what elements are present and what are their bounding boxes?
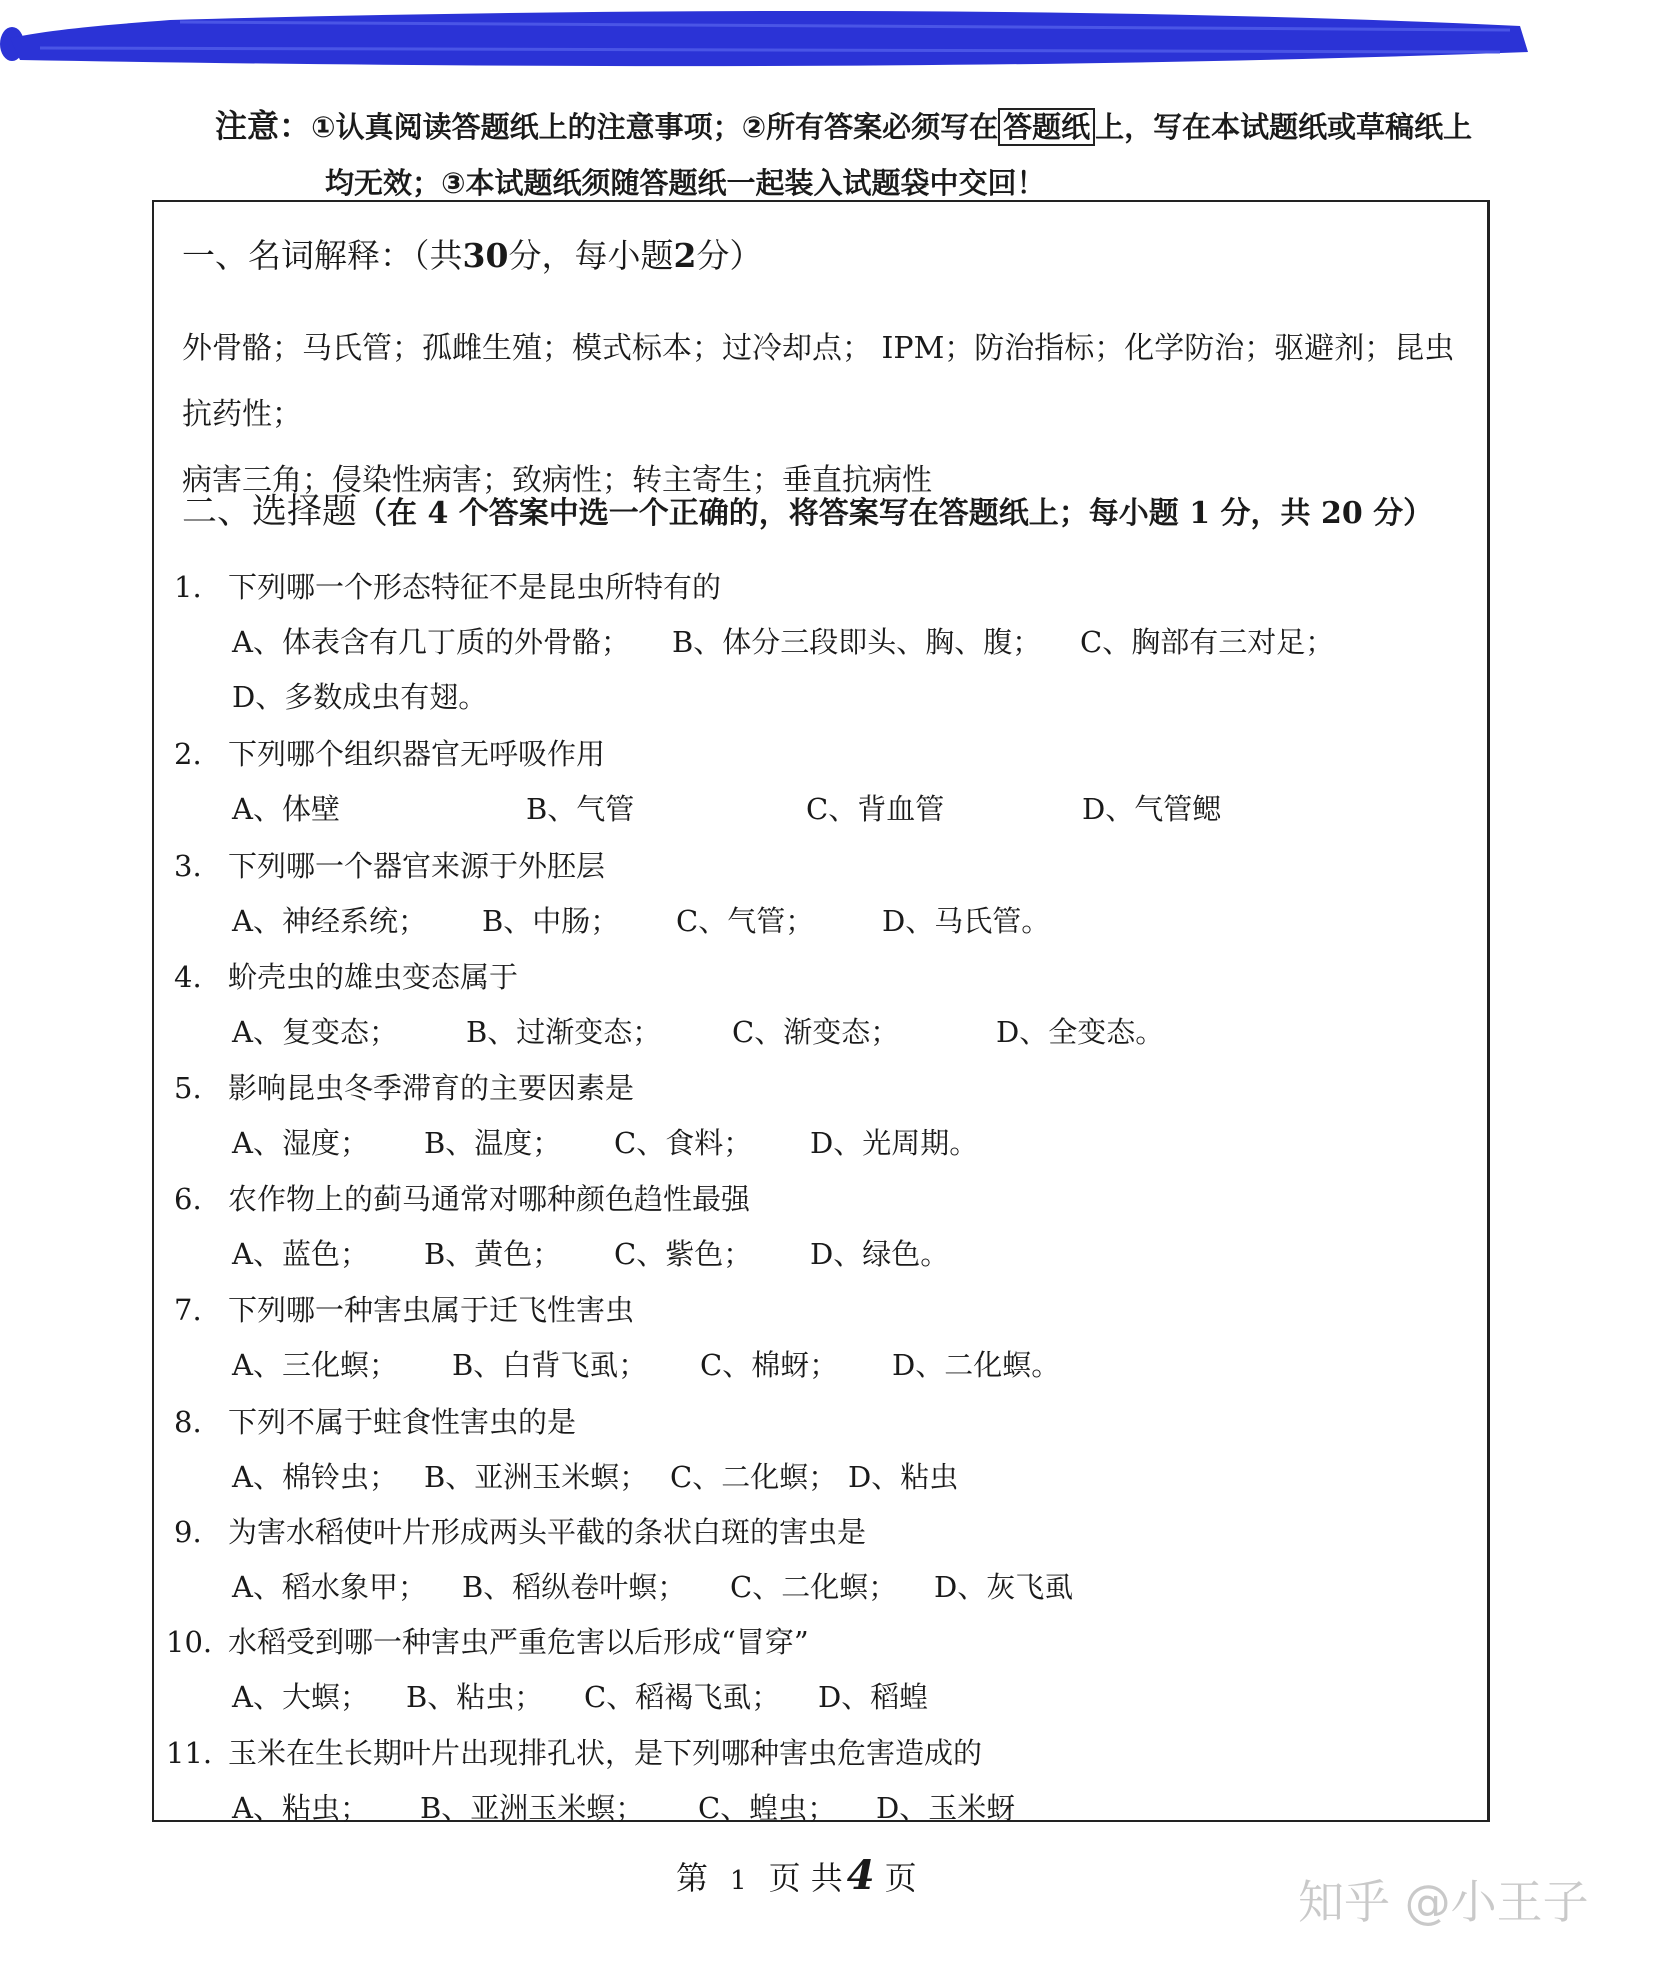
- answer-option: A、湿度；: [232, 1126, 369, 1160]
- question-number: 8.: [174, 1405, 202, 1439]
- question-number: 9.: [174, 1515, 202, 1549]
- question-stem: [174, 1177, 750, 1218]
- answer-option: A、神经系统；: [232, 904, 427, 938]
- term-line-2: 病害三角；侵染性病害；致病性；转主寄生；垂直抗病性: [182, 463, 932, 498]
- answer-option: B、气管: [526, 792, 635, 826]
- question-text: 下列哪一个器官来源于外胚层: [228, 849, 606, 883]
- question-stem: [174, 732, 605, 773]
- answer-option: B、亚洲玉米螟；: [424, 1460, 649, 1494]
- answer-option: C、食料；: [614, 1126, 753, 1160]
- question-text: 为害水稻使叶片形成两头平截的条状白斑的害虫是: [228, 1515, 867, 1549]
- question-text: 影响昆虫冬季滞育的主要因素是: [228, 1071, 635, 1105]
- question-stem: [174, 955, 518, 996]
- question-text: 下列不属于蛀食性害虫的是: [228, 1405, 577, 1439]
- answer-option: B、过渐变态；: [466, 1015, 662, 1049]
- question-number: 1.: [174, 570, 202, 604]
- notice-text-1: ①认真阅读答题纸上的注意事项；②所有答案必须写在: [311, 110, 999, 144]
- question-number: 11.: [166, 1736, 213, 1770]
- question-text: 下列哪个组织器官无呼吸作用: [228, 737, 606, 771]
- section1-score-each: 2: [673, 236, 697, 275]
- question-stem: [174, 1066, 634, 1107]
- section2-title-text: 二、选择题: [182, 492, 358, 532]
- question-stem: [174, 1288, 634, 1329]
- answer-option: C、蝗虫；: [698, 1791, 837, 1825]
- answer-option: A、蓝色；: [232, 1237, 369, 1271]
- answer-option: C、二化螟；: [730, 1570, 898, 1604]
- answer-option: A、稻水象甲；: [232, 1570, 427, 1604]
- section2-title: [182, 484, 1502, 534]
- exam-notice: [215, 98, 1505, 211]
- question-text: 水稻受到哪一种害虫严重危害以后形成“冒穿”: [228, 1625, 809, 1659]
- answer-option: C、气管；: [676, 904, 815, 938]
- question-stem: [174, 565, 721, 606]
- section1-title-mid: 分，每小题: [508, 236, 674, 275]
- notice-boxed-word: 答题纸: [998, 108, 1095, 146]
- question-stem: [166, 1620, 809, 1661]
- answer-option: A、粘虫；: [232, 1791, 369, 1825]
- answer-option: C、背血管: [806, 792, 945, 826]
- question-number: 4.: [174, 960, 202, 994]
- footer-page-total: 4: [846, 1852, 875, 1899]
- answer-option: D、灰飞虱: [934, 1570, 1074, 1604]
- question-text: 农作物上的蓟马通常对哪种颜色趋性最强: [228, 1182, 751, 1216]
- question-text: 玉米在生长期叶片出现排孔状，是下列哪种害虫危害造成的: [228, 1736, 983, 1770]
- section1-score-total: 30: [462, 236, 509, 275]
- answer-option: C、紫色；: [614, 1237, 753, 1271]
- answer-option: D、玉米蚜: [876, 1791, 1016, 1825]
- answer-option: B、温度；: [424, 1126, 562, 1160]
- answer-option: D、全变态。: [996, 1015, 1165, 1049]
- footer-middle: 页 共: [768, 1859, 843, 1897]
- answer-option: D、绿色。: [810, 1237, 950, 1271]
- answer-option: B、白背飞虱；: [452, 1348, 648, 1382]
- answer-option: B、体分三段即头、胸、腹；: [672, 625, 1042, 659]
- page-footer: [676, 1852, 917, 1899]
- section1-title: [182, 230, 762, 277]
- question-stem: [174, 1510, 866, 1551]
- section1-title-text: 一、名词解释：（共: [182, 236, 463, 275]
- answer-option: C、棉蚜；: [700, 1348, 839, 1382]
- question-number: 7.: [174, 1293, 202, 1327]
- notice-label: 注意：: [215, 107, 312, 145]
- question-number: 5.: [174, 1071, 202, 1105]
- answer-option: A、复变态；: [232, 1015, 398, 1049]
- answer-option: A、棉铃虫；: [232, 1460, 398, 1494]
- answer-option: B、黄色；: [424, 1237, 562, 1271]
- question-text: 蚧壳虫的雄虫变态属于: [228, 960, 519, 994]
- question-number: 2.: [174, 737, 202, 771]
- watermark: 知乎 @小王子: [1298, 1875, 1589, 1929]
- answer-option: B、稻纵卷叶螟；: [462, 1570, 687, 1604]
- answer-option: D、气管鳃: [1082, 792, 1222, 826]
- footer-suffix: 页: [884, 1859, 917, 1897]
- question-stem: [166, 1731, 982, 1772]
- answer-option: A、大螟；: [232, 1680, 369, 1714]
- footer-prefix: 第: [676, 1859, 709, 1897]
- section1-title-end: 分）: [696, 236, 763, 275]
- answer-option: A、三化螟；: [232, 1348, 398, 1382]
- section2-instruction: （在 4 个答案中选一个正确的，将答案写在答题纸上；每小题 1 分，共 20 分）: [357, 496, 1434, 531]
- answer-option: C、渐变态；: [732, 1015, 900, 1049]
- question-stem: [174, 844, 605, 885]
- answer-option: D、多数成虫有翅。: [232, 680, 488, 714]
- answer-option: C、二化螟；: [670, 1460, 838, 1494]
- answer-option: C、胸部有三对足；: [1080, 625, 1335, 659]
- question-number: 6.: [174, 1182, 202, 1216]
- question-number: 10.: [166, 1625, 213, 1659]
- notice-line-2: 均无效；③本试题纸须随答题纸一起装入试题袋中交回！: [325, 166, 1046, 200]
- footer-page-number: 1: [730, 1866, 747, 1896]
- question-text: 下列哪一种害虫属于迁飞性害虫: [228, 1293, 635, 1327]
- answer-option: D、马氏管。: [882, 904, 1051, 938]
- question-stem: [174, 1400, 576, 1441]
- answer-option: D、粘虫: [848, 1460, 959, 1494]
- answer-option: A、体壁: [232, 792, 340, 826]
- notice-text-2: 上，写在本试题纸或草稿纸上: [1095, 110, 1473, 144]
- term-line-1: 外骨骼；马氏管；孤雌生殖；模式标本；过冷却点； IPM；防治指标；化学防治；驱避剂；昆虫抗药性；: [182, 331, 1455, 432]
- answer-option: A、体表含有几丁质的外骨骼；: [232, 625, 630, 659]
- question-text: 下列哪一个形态特征不是昆虫所特有的: [228, 570, 722, 604]
- answer-option: D、二化螟。: [892, 1348, 1061, 1382]
- question-number: 3.: [174, 849, 202, 883]
- answer-option: D、稻蝗: [818, 1680, 929, 1714]
- answer-option: B、粘虫；: [406, 1680, 544, 1714]
- redaction-scribble: [0, 8, 1530, 70]
- answer-option: C、稻褐飞虱；: [584, 1680, 781, 1714]
- answer-option: B、亚洲玉米螟；: [420, 1791, 645, 1825]
- answer-option: B、中肠；: [482, 904, 620, 938]
- answer-option: D、光周期。: [810, 1126, 979, 1160]
